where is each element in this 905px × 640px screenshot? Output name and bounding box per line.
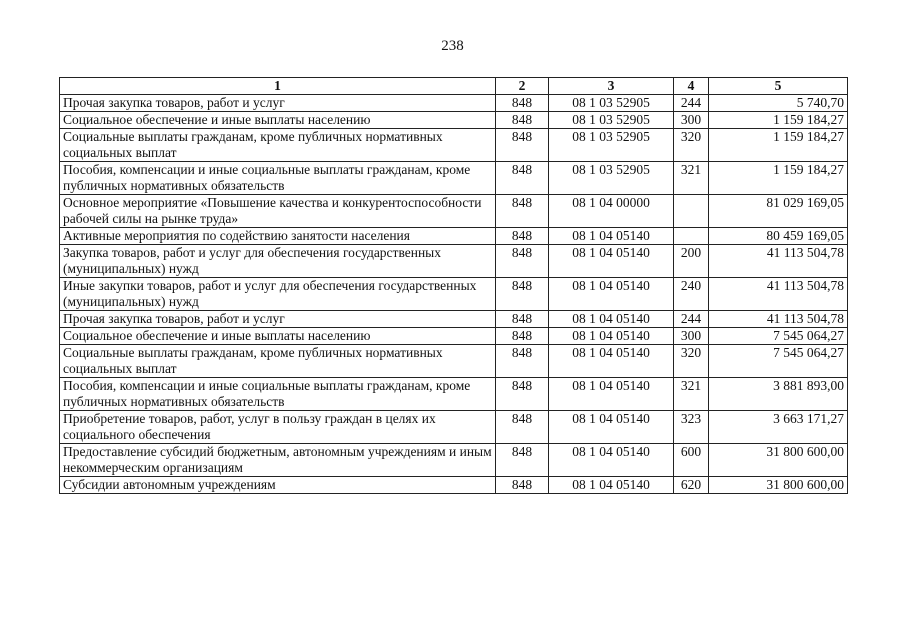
row-amount: 31 800 600,00	[709, 444, 848, 477]
row-expense-type: 600	[674, 444, 709, 477]
row-target-article: 08 1 04 05140	[549, 245, 674, 278]
row-name: Социальные выплаты гражданам, кроме публичных нормативных социальных выплат	[60, 345, 496, 378]
header-col-5: 5	[709, 78, 848, 95]
row-name: Пособия, компенсации и иные социальные выплаты гражданам, кроме публичных нормативных обязательств	[60, 162, 496, 195]
row-name: Закупка товаров, работ и услуг для обеспечения государственных (муниципальных) нужд	[60, 245, 496, 278]
row-name: Основное мероприятие «Повышение качества и конкурентоспособности рабочей силы на рынке труда»	[60, 195, 496, 228]
row-expense-type: 321	[674, 378, 709, 411]
row-target-article: 08 1 03 52905	[549, 95, 674, 112]
row-amount: 7 545 064,27	[709, 345, 848, 378]
row-admin-code: 848	[496, 328, 549, 345]
budget-table	[59, 77, 848, 494]
row-target-article: 08 1 03 52905	[549, 162, 674, 195]
header-col-1: 1	[60, 78, 496, 95]
row-expense-type: 300	[674, 328, 709, 345]
row-expense-type: 244	[674, 311, 709, 328]
row-expense-type	[674, 228, 709, 245]
row-admin-code: 848	[496, 278, 549, 311]
row-amount: 5 740,70	[709, 95, 848, 112]
row-admin-code: 848	[496, 112, 549, 129]
row-name: Субсидии автономным учреждениям	[60, 477, 496, 494]
row-expense-type: 321	[674, 162, 709, 195]
row-name: Активные мероприятия по содействию занятости населения	[60, 228, 496, 245]
table-row	[60, 112, 848, 129]
row-target-article: 08 1 04 05140	[549, 345, 674, 378]
row-target-article: 08 1 04 05140	[549, 378, 674, 411]
row-name: Социальное обеспечение и иные выплаты населению	[60, 328, 496, 345]
row-amount: 7 545 064,27	[709, 328, 848, 345]
table-row	[60, 95, 848, 112]
row-amount: 41 113 504,78	[709, 311, 848, 328]
row-amount: 31 800 600,00	[709, 477, 848, 494]
table-row	[60, 378, 848, 411]
row-admin-code: 848	[496, 195, 549, 228]
row-admin-code: 848	[496, 411, 549, 444]
row-amount: 41 113 504,78	[709, 278, 848, 311]
row-admin-code: 848	[496, 129, 549, 162]
table-row	[60, 245, 848, 278]
row-amount: 1 159 184,27	[709, 129, 848, 162]
row-expense-type: 620	[674, 477, 709, 494]
row-expense-type: 320	[674, 129, 709, 162]
table-row	[60, 411, 848, 444]
row-name: Социальное обеспечение и иные выплаты населению	[60, 112, 496, 129]
row-admin-code: 848	[496, 477, 549, 494]
table-row	[60, 195, 848, 228]
row-target-article: 08 1 03 52905	[549, 129, 674, 162]
row-amount: 3 663 171,27	[709, 411, 848, 444]
row-name: Иные закупки товаров, работ и услуг для обеспечения государственных (муниципальных) нужд	[60, 278, 496, 311]
row-admin-code: 848	[496, 95, 549, 112]
row-expense-type: 300	[674, 112, 709, 129]
table-row	[60, 328, 848, 345]
row-amount: 1 159 184,27	[709, 112, 848, 129]
row-expense-type: 240	[674, 278, 709, 311]
row-amount: 3 881 893,00	[709, 378, 848, 411]
row-expense-type: 323	[674, 411, 709, 444]
table-row	[60, 162, 848, 195]
table-body	[60, 95, 848, 494]
row-target-article: 08 1 04 05140	[549, 278, 674, 311]
table-row	[60, 345, 848, 378]
header-col-3: 3	[549, 78, 674, 95]
row-target-article: 08 1 04 05140	[549, 477, 674, 494]
table-row	[60, 129, 848, 162]
row-name: Приобретение товаров, работ, услуг в пользу граждан в целях их социального обеспечения	[60, 411, 496, 444]
row-expense-type: 200	[674, 245, 709, 278]
row-name: Прочая закупка товаров, работ и услуг	[60, 95, 496, 112]
table-row	[60, 228, 848, 245]
row-expense-type: 244	[674, 95, 709, 112]
row-target-article: 08 1 04 00000	[549, 195, 674, 228]
table-row	[60, 477, 848, 494]
row-admin-code: 848	[496, 378, 549, 411]
row-amount: 1 159 184,27	[709, 162, 848, 195]
page-number: 238	[441, 38, 464, 54]
header-row	[60, 78, 848, 95]
row-name: Пособия, компенсации и иные социальные выплаты гражданам, кроме публичных нормативных обязательств	[60, 378, 496, 411]
header-col-4: 4	[674, 78, 709, 95]
row-expense-type	[674, 195, 709, 228]
row-name: Социальные выплаты гражданам, кроме публичных нормативных социальных выплат	[60, 129, 496, 162]
row-admin-code: 848	[496, 228, 549, 245]
row-admin-code: 848	[496, 162, 549, 195]
row-amount: 80 459 169,05	[709, 228, 848, 245]
table-row	[60, 311, 848, 328]
row-target-article: 08 1 04 05140	[549, 444, 674, 477]
row-expense-type: 320	[674, 345, 709, 378]
row-admin-code: 848	[496, 311, 549, 328]
row-target-article: 08 1 04 05140	[549, 311, 674, 328]
row-amount: 41 113 504,78	[709, 245, 848, 278]
row-target-article: 08 1 04 05140	[549, 411, 674, 444]
row-admin-code: 848	[496, 245, 549, 278]
table-row	[60, 444, 848, 477]
row-admin-code: 848	[496, 444, 549, 477]
row-admin-code: 848	[496, 345, 549, 378]
row-amount: 81 029 169,05	[709, 195, 848, 228]
header-col-2: 2	[496, 78, 549, 95]
row-target-article: 08 1 04 05140	[549, 328, 674, 345]
row-target-article: 08 1 03 52905	[549, 112, 674, 129]
row-target-article: 08 1 04 05140	[549, 228, 674, 245]
row-name: Предоставление субсидий бюджетным, автономным учреждениям и иным некоммерческим организациям	[60, 444, 496, 477]
row-name: Прочая закупка товаров, работ и услуг	[60, 311, 496, 328]
table-row	[60, 278, 848, 311]
